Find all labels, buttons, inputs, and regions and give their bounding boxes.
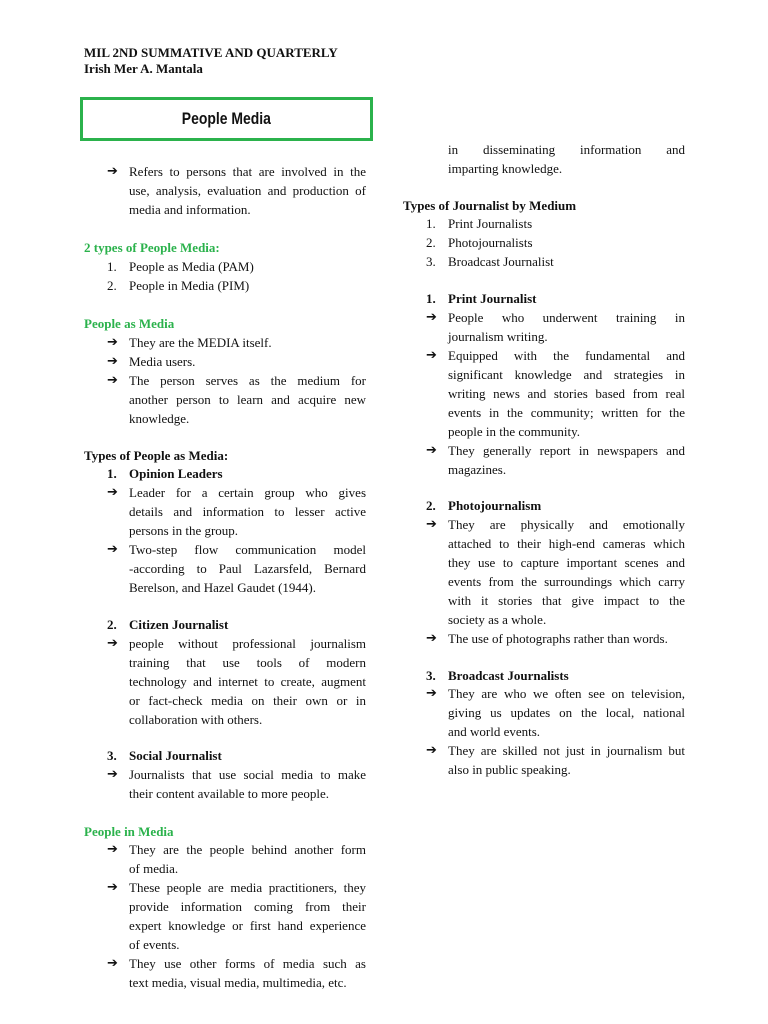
arrow-bullet-icon: ➔ — [426, 443, 437, 458]
arrow-bullet-icon: ➔ — [107, 767, 118, 782]
arrow-bullet-icon: ➔ — [426, 631, 437, 646]
section-heading: People in Media — [84, 824, 174, 839]
arrow-bullet-icon: ➔ — [426, 348, 437, 363]
section-heading: Types of Journalist by Medium — [403, 198, 577, 213]
arrow-bullet-icon: ➔ — [107, 335, 118, 350]
pam-bullet-text: knowledge. — [129, 411, 190, 426]
pim-bullet-text: of media. — [129, 861, 179, 876]
arrow-bullet-icon: ➔ — [107, 164, 118, 179]
arrow-bullet-icon: ➔ — [107, 636, 118, 651]
subsection-heading-number: 1. — [426, 291, 436, 306]
citizen-bullet-text: people without professional journalism — [129, 636, 366, 651]
people-media-type: People in Media (PIM) — [129, 278, 250, 293]
arrow-bullet-icon: ➔ — [426, 517, 437, 532]
pim-bullet-text: They use other forms of media such as — [129, 956, 366, 971]
intro-text: media and information. — [129, 202, 251, 217]
subsection-heading: Photojournalism — [448, 498, 542, 513]
print-bullet-text: magazines. — [448, 462, 507, 477]
citizen-bullet-text: collaboration with others. — [129, 712, 263, 727]
photo-bullet-text: events from the surroundings which carry — [448, 574, 685, 589]
broadcast-bullet-text: and world events. — [448, 724, 541, 739]
arrow-bullet-icon: ➔ — [107, 354, 118, 369]
arrow-bullet-icon: ➔ — [426, 310, 437, 325]
journalist-type-number: 1. — [426, 216, 436, 231]
citizen-bullet-text: technology and internet to create, augment — [129, 674, 366, 689]
pim-bullet-text: provide information coming from their — [129, 899, 366, 914]
opinion-bullet-text: -according to Paul Lazarsfeld, Bernard — [129, 561, 366, 576]
broadcast-bullet-text: They are skilled not just in journalism but — [448, 743, 685, 758]
print-bullet-text: People who underwent training in — [448, 310, 685, 325]
print-bullet-text: They generally report in newspapers and — [448, 443, 685, 458]
pim-bullet-text: These people are media practitioners, they — [129, 880, 366, 895]
subsection-heading-number: 2. — [426, 498, 436, 513]
print-bullet-text: events in the community; written for the — [448, 405, 685, 420]
citizen-bullet-text: training that use tools of modern — [129, 655, 366, 670]
continued-text: imparting knowledge. — [448, 161, 563, 176]
print-bullet-text: journalism writing. — [448, 329, 548, 344]
photo-bullet-text: with it stories that give impact to the — [448, 593, 685, 608]
people-media-type-number: 2. — [107, 278, 117, 293]
opinion-bullet-text: Berelson, and Hazel Gaudet (1944). — [129, 580, 316, 595]
intro-text: use, analysis, evaluation and production of — [129, 183, 366, 198]
pim-bullet-text: They are the people behind another form — [129, 842, 366, 857]
journalist-type: Print Journalists — [448, 216, 533, 231]
arrow-bullet-icon: ➔ — [426, 743, 437, 758]
section-heading: Types of People as Media: — [84, 448, 229, 463]
photo-bullet-text: They are physically and emotionally — [448, 517, 685, 532]
arrow-bullet-icon: ➔ — [426, 686, 437, 701]
journalist-type-number: 3. — [426, 254, 436, 269]
document-header — [84, 45, 338, 77]
section-heading: 2 types of People Media: — [84, 240, 220, 255]
pim-bullet-text: expert knowledge or first hand experience — [129, 918, 366, 933]
pam-bullet-text: The person serves as the medium for — [129, 373, 366, 388]
print-bullet-text: people in the community. — [448, 424, 581, 439]
arrow-bullet-icon: ➔ — [107, 880, 118, 895]
subsection-heading-number: 3. — [107, 748, 117, 763]
opinion-bullet-text: Leader for a certain group who gives — [129, 485, 366, 500]
arrow-bullet-icon: ➔ — [107, 956, 118, 971]
journalist-type: Broadcast Journalist — [448, 254, 554, 269]
broadcast-bullet-text: They are who we often see on television, — [448, 686, 685, 701]
photo-bullet-text: they use to capture important scenes and — [448, 555, 685, 570]
subsection-heading: Citizen Journalist — [129, 617, 229, 632]
continued-text: in disseminating information and — [448, 142, 685, 157]
opinion-bullet-text: details and information to lesser active — [129, 504, 366, 519]
header-author: Irish Mer A. Mantala — [84, 61, 203, 76]
print-bullet-text: writing news and stories based from real — [448, 386, 685, 401]
subsection-heading: Social Journalist — [129, 748, 222, 763]
citizen-bullet-text: or fact-check media on their own or in — [129, 693, 366, 708]
subsection-heading: Opinion Leaders — [129, 466, 223, 481]
subsection-heading-number: 1. — [107, 466, 117, 481]
social-bullet-text: Journalists that use social media to make — [129, 767, 366, 782]
subsection-heading-number: 3. — [426, 668, 436, 683]
photo-bullet-text: society as a whole. — [448, 612, 547, 627]
pam-bullet-text: another person to learn and acquire new — [129, 392, 366, 407]
intro-text: Refers to persons that are involved in the — [129, 164, 366, 179]
opinion-bullet-text: Two-step flow communication model — [129, 542, 366, 557]
section-heading: People as Media — [84, 316, 175, 331]
pim-bullet-text: of events. — [129, 937, 180, 952]
journalist-type-number: 2. — [426, 235, 436, 250]
subsection-heading-number: 2. — [107, 617, 117, 632]
photo-bullet-text: The use of photographs rather than words. — [448, 631, 668, 646]
broadcast-bullet-text: giving us updates on the local, national — [448, 705, 685, 720]
arrow-bullet-icon: ➔ — [107, 842, 118, 857]
people-media-type-number: 1. — [107, 259, 117, 274]
subsection-heading: Print Journalist — [448, 291, 537, 306]
opinion-bullet-text: persons in the group. — [129, 523, 239, 538]
print-bullet-text: Equipped with the fundamental and — [448, 348, 685, 363]
print-bullet-text: significant knowledge and strategies in — [448, 367, 685, 382]
pam-bullet-text: Media users. — [129, 354, 196, 369]
header-course: MIL 2ND SUMMATIVE AND QUARTERLY — [84, 45, 338, 60]
arrow-bullet-icon: ➔ — [107, 373, 118, 388]
journalist-type: Photojournalists — [448, 235, 533, 250]
pim-bullet-text: text media, visual media, multimedia, etc. — [129, 975, 347, 990]
photo-bullet-text: attached to their high-end cameras which — [448, 536, 685, 551]
title-box — [80, 97, 373, 141]
broadcast-bullet-text: also in public speaking. — [448, 762, 571, 777]
people-media-type: People as Media (PAM) — [129, 259, 254, 274]
arrow-bullet-icon: ➔ — [107, 485, 118, 500]
arrow-bullet-icon: ➔ — [107, 542, 118, 557]
page-title: People Media — [181, 109, 272, 128]
subsection-heading: Broadcast Journalists — [448, 668, 569, 683]
social-bullet-text: their content available to more people. — [129, 786, 329, 801]
pam-bullet-text: They are the MEDIA itself. — [129, 335, 272, 350]
